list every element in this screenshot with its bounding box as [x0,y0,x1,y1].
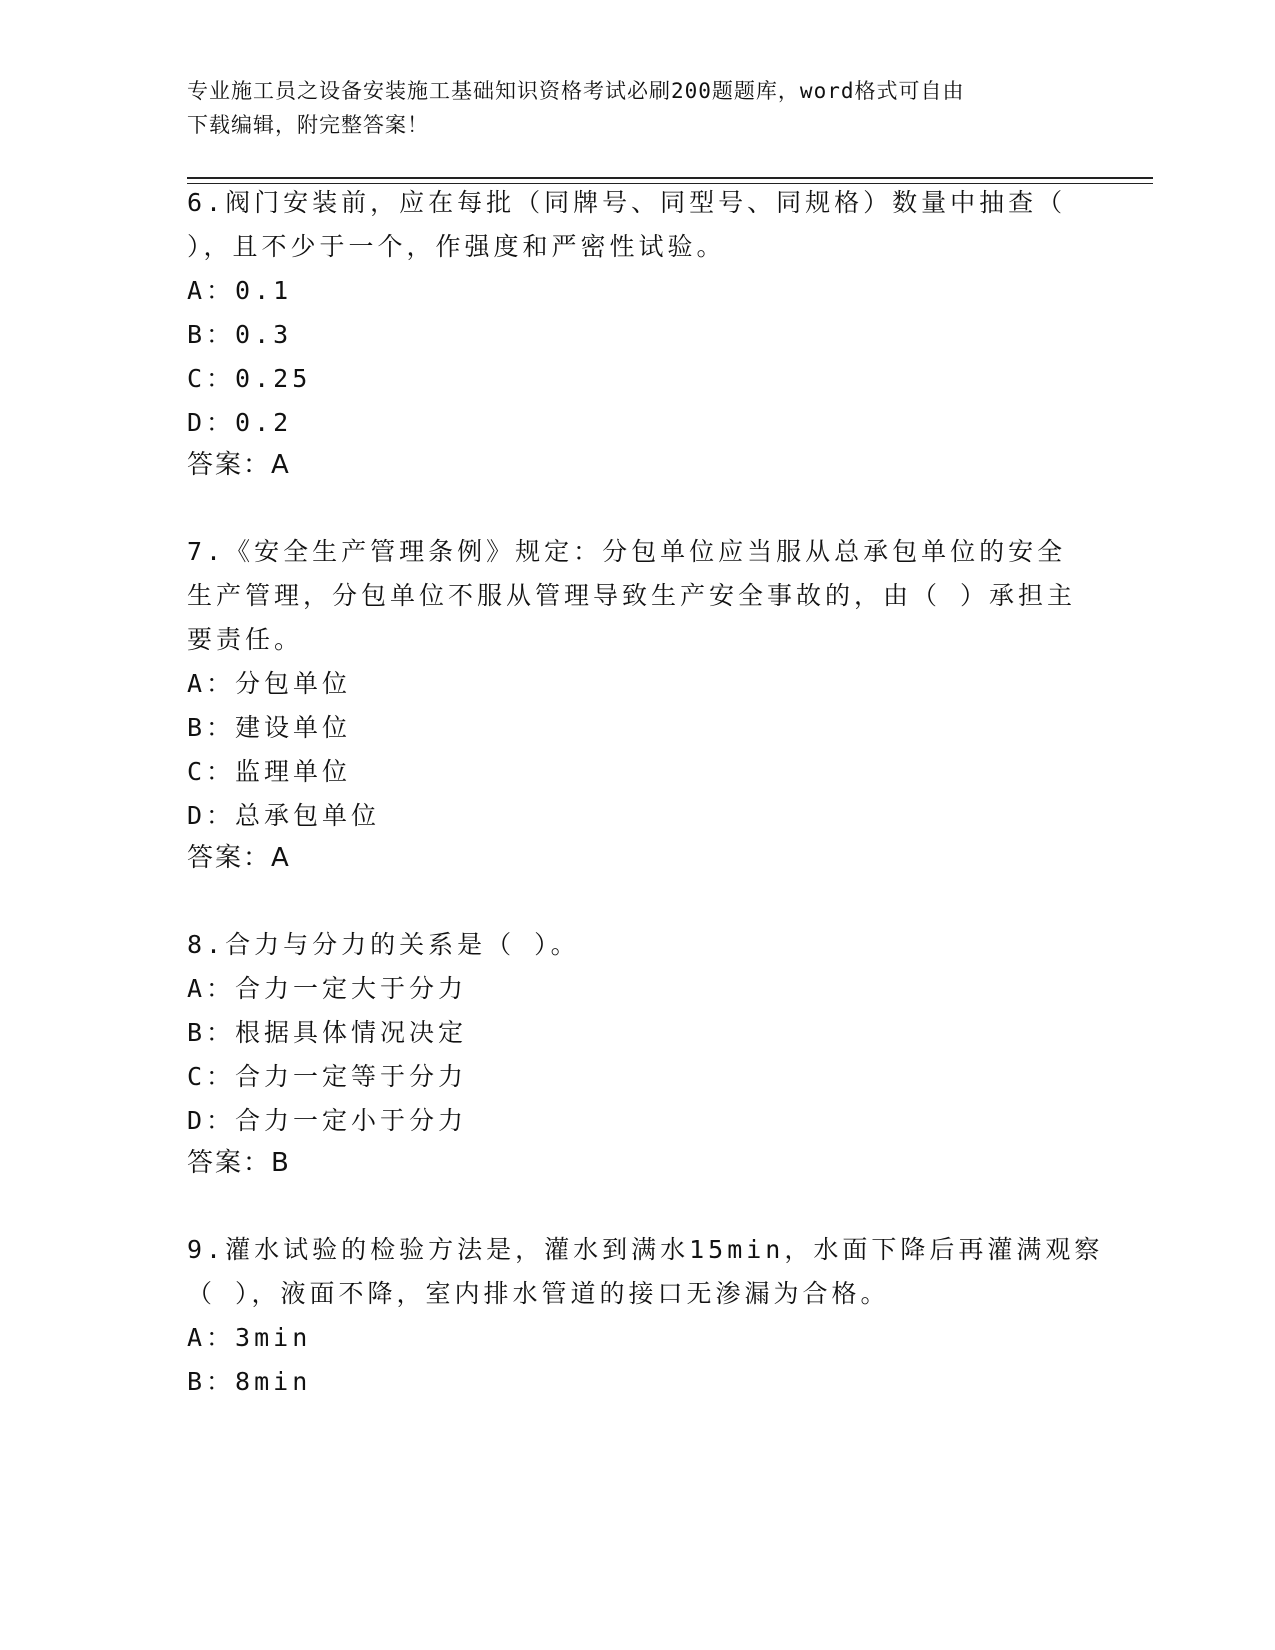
option-b: B：8min [187,1367,312,1396]
answer-label: 答案：A [187,450,291,480]
option-b: B：建设单位 [187,713,352,742]
header-divider-thin [187,183,1153,184]
option-c: C：合力一定等于分力 [187,1062,468,1091]
question-stem-line: 6.阀门安装前，应在每批（同牌号、同型号、同规格）数量中抽查（ [187,188,1067,217]
question-stem-line: 8.合力与分力的关系是（ ）。 [187,930,580,959]
question-stem-line: （ ），液面不降，室内排水管道的接口无渗漏为合格。 [187,1279,890,1308]
document-header [187,74,1067,142]
question-stem-line: 9.灌水试验的检验方法是，灌水到满水15min，水面下降后再灌满观察 [187,1235,1104,1264]
header-divider-thick [187,177,1153,179]
option-a: A：合力一定大于分力 [187,974,468,1003]
answer-label: 答案：A [187,843,291,873]
header-title-line-1: 专业施工员之设备安装施工基础知识资格考试必刷200题题库，word格式可自由 [187,79,965,103]
option-d: D：总承包单位 [187,801,381,830]
answer-label: 答案：B [187,1148,291,1178]
question-stem-line: 要责任。 [187,625,304,654]
option-b: B：0.3 [187,320,293,349]
option-d: D：合力一定小于分力 [187,1106,468,1135]
option-c: C：监理单位 [187,757,352,786]
option-a: A：分包单位 [187,669,352,698]
option-a: A：3min [187,1323,312,1352]
question-stem-line: 生产管理，分包单位不服从管理导致生产安全事故的，由（ ）承担主 [187,581,1077,610]
option-c: C：0.25 [187,364,312,393]
question-stem-line: 7.《安全生产管理条例》规定：分包单位应当服从总承包单位的安全 [187,537,1067,566]
question-stem-line: ），且不少于一个，作强度和严密性试验。 [187,232,726,261]
option-a: A：0.1 [187,276,293,305]
header-title-line-2: 下载编辑，附完整答案！ [187,113,429,137]
option-b: B：根据具体情况决定 [187,1018,468,1047]
option-d: D：0.2 [187,408,293,437]
